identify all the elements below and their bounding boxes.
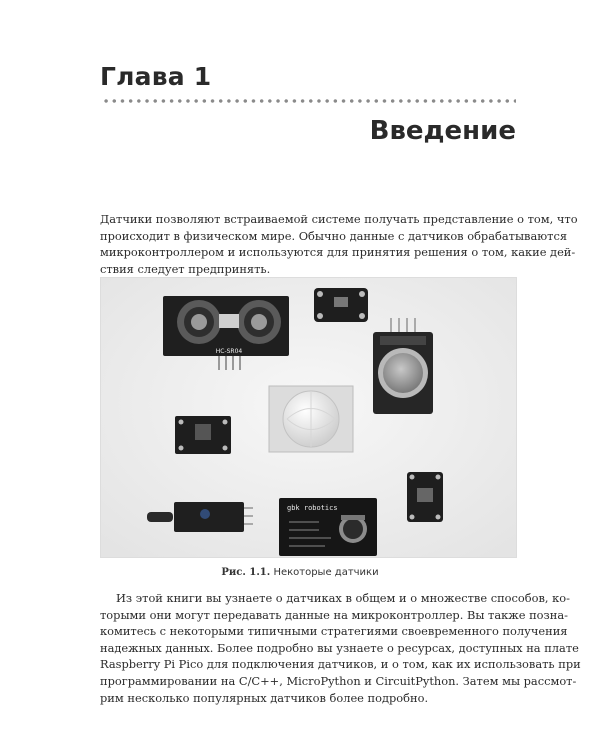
intro-paragraph xyxy=(100,211,578,277)
dotted-rule xyxy=(102,98,516,104)
body-line: надежных данных. Более подробно вы узнаете о ресурсах, доступных на плате xyxy=(100,640,579,655)
chapter-label: Глава 1 xyxy=(100,62,212,91)
breakout-board-top xyxy=(314,288,368,322)
caption-number: Рис. 1.1. xyxy=(221,567,271,578)
sensors-illustration xyxy=(101,278,517,558)
encoder-board xyxy=(279,498,377,556)
sonar-label: HC-SR04 xyxy=(215,348,243,355)
pir-sensor xyxy=(269,386,353,452)
sensor-module-left xyxy=(175,416,231,454)
chapter-title: Введение xyxy=(369,116,516,146)
body-line: торыми они могут передавать данные на микроконтроллер. Вы также позна- xyxy=(100,607,568,622)
body-line: программировании на C/C++, MicroPython и CircuitPython. Затем мы рассмот- xyxy=(100,673,577,688)
board-brand-label: gbk robotics xyxy=(287,504,338,512)
intro-line: микроконтроллером и используются для принятия решения о том, какие дей- xyxy=(100,245,576,260)
intro-line: Датчики позволяют встраиваемой системе получать представление о том, что xyxy=(100,212,578,226)
caption-text: Некоторые датчики xyxy=(273,567,379,578)
body-line: комитесь с некоторыми типичными стратегиями своевременного получения xyxy=(100,624,568,639)
body-line: Из этой книги вы узнаете о датчиках в общем и о множестве способов, ко- xyxy=(116,591,570,605)
figure-caption xyxy=(0,567,600,578)
body-line: рим несколько популярных датчиков более подробно. xyxy=(100,690,429,705)
sensor-module-right xyxy=(407,472,443,522)
gas-sensor xyxy=(373,318,433,414)
intro-line: ствия следует предпринять. xyxy=(100,261,271,276)
body-line: Raspberry Pi Pico для подключения датчиков, и о том, как их использовать при xyxy=(100,657,581,672)
sensors-photo xyxy=(100,277,517,558)
body-paragraph xyxy=(100,590,581,706)
intro-line: происходит в физическом мире. Обычно данные с датчиков обрабатываются xyxy=(100,228,568,243)
